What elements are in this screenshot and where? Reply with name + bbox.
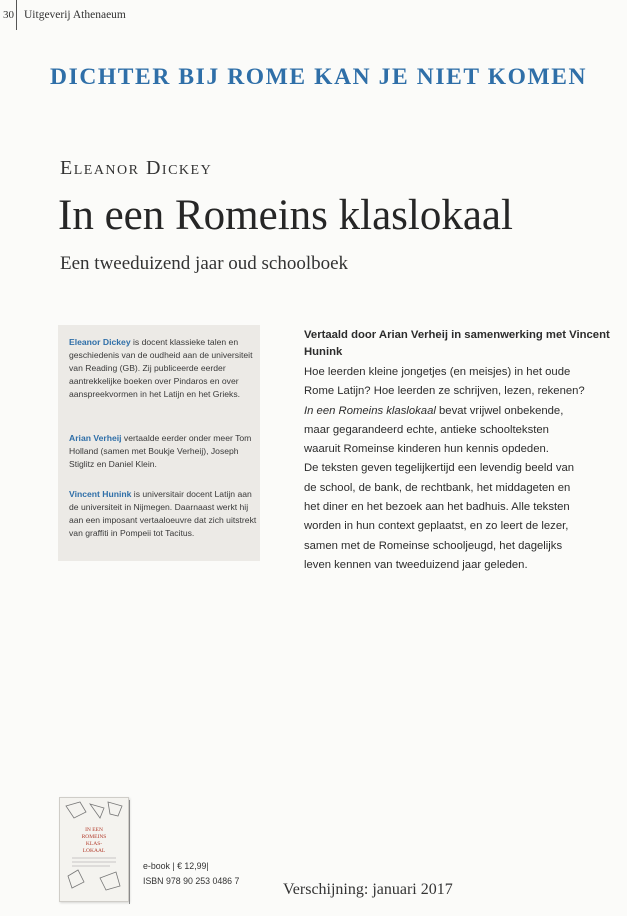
biography-box <box>58 325 260 561</box>
description-line: maar gegarandeerd echte, antieke schoolteksten <box>304 423 549 436</box>
description-line: Hoe leerden kleine jongetjes (en meisjes) in het oude <box>304 366 571 378</box>
ebook-price: e-book | € 12,99| <box>143 861 209 871</box>
book-description <box>304 327 624 575</box>
description-line-rest: bevat vrijwel onbekende, <box>435 404 564 417</box>
cover-title-line: KLAS- <box>85 841 103 847</box>
bio-text: is universitair docent Latijn aan de universiteit in Nijmegen. Daarnaast werkt hij aan een imposant vertaaloeuvre dat zich uitstrekt van graffiti in Pompeii tot Tacitus. <box>69 489 257 539</box>
bio-name: Vincent Hunink <box>69 489 132 499</box>
bio-name: Eleanor Dickey <box>69 337 131 347</box>
description-line: De teksten geven tegelijkertijd een levendig beeld van <box>304 462 575 475</box>
cover-title-line: ROMEINS <box>81 834 107 840</box>
bio-name: Arian Verheij <box>69 433 122 443</box>
description-line <box>304 402 624 421</box>
italic-book-title: In een Romeins klaslokaal <box>304 404 436 417</box>
header-divider <box>16 0 17 30</box>
description-line: worden in hun context geplaatst, en zo leert de lezer, <box>304 520 569 533</box>
description-line: Rome Latijn? Hoe leerden ze schrijven, lezen, rekenen? <box>304 385 585 398</box>
description-line: leven kennen van tweeduizend jaar geleden. <box>304 558 528 571</box>
publisher-name: Uitgeverij Athenaeum <box>24 9 126 21</box>
bio-eleanor-dickey <box>69 336 257 401</box>
price-info <box>143 859 239 888</box>
cover-title-line: IN EEN <box>85 827 103 833</box>
book-subtitle: Een tweeduizend jaar oud schoolboek <box>60 253 349 274</box>
bio-text: is docent klassieke talen en geschiedenis van de oudheid aan de universiteit van Reading (GB). Zij publiceerde eerder aantrekkelijke boeken over Pindaros en over aanspreekvormen in het Latijn en het Grieks. <box>69 337 253 400</box>
translation-credit: Vertaald door Arian Verheij in samenwerking met Vincent Hunink <box>304 329 610 358</box>
isbn-number: ISBN 978 90 253 0486 7 <box>143 875 240 886</box>
book-title: In een Romeins klaslokaal <box>58 192 513 239</box>
footer-divider <box>129 800 130 904</box>
cover-illustration <box>60 798 128 901</box>
description-line: de school, de bank, de rechtbank, het middageten en <box>304 481 571 494</box>
book-cover-image <box>59 797 129 902</box>
description-line: het diner en het bezoek aan het badhuis. Alle teksten <box>304 501 570 514</box>
release-date: Verschijning: januari 2017 <box>283 881 453 898</box>
cover-title-line: LOKAAL <box>82 848 106 854</box>
series-title: DICHTER BIJ ROME KAN JE NIET KOMEN <box>50 64 588 90</box>
bio-arian-verheij <box>69 432 257 471</box>
description-line: waaruit Romeinse kinderen hun kennis opdeden. <box>304 443 549 456</box>
page-number: 30 <box>3 9 14 21</box>
bio-vincent-hunink <box>69 488 257 540</box>
book-author: Eleanor Dickey <box>60 157 213 179</box>
bio-text: vertaalde eerder onder meer Tom Holland (samen met Boukje Verheij), Joseph Stiglitz en Daniel Klein. <box>69 433 252 470</box>
description-line: samen met de Romeinse schooljeugd, het dagelijks <box>304 539 563 552</box>
